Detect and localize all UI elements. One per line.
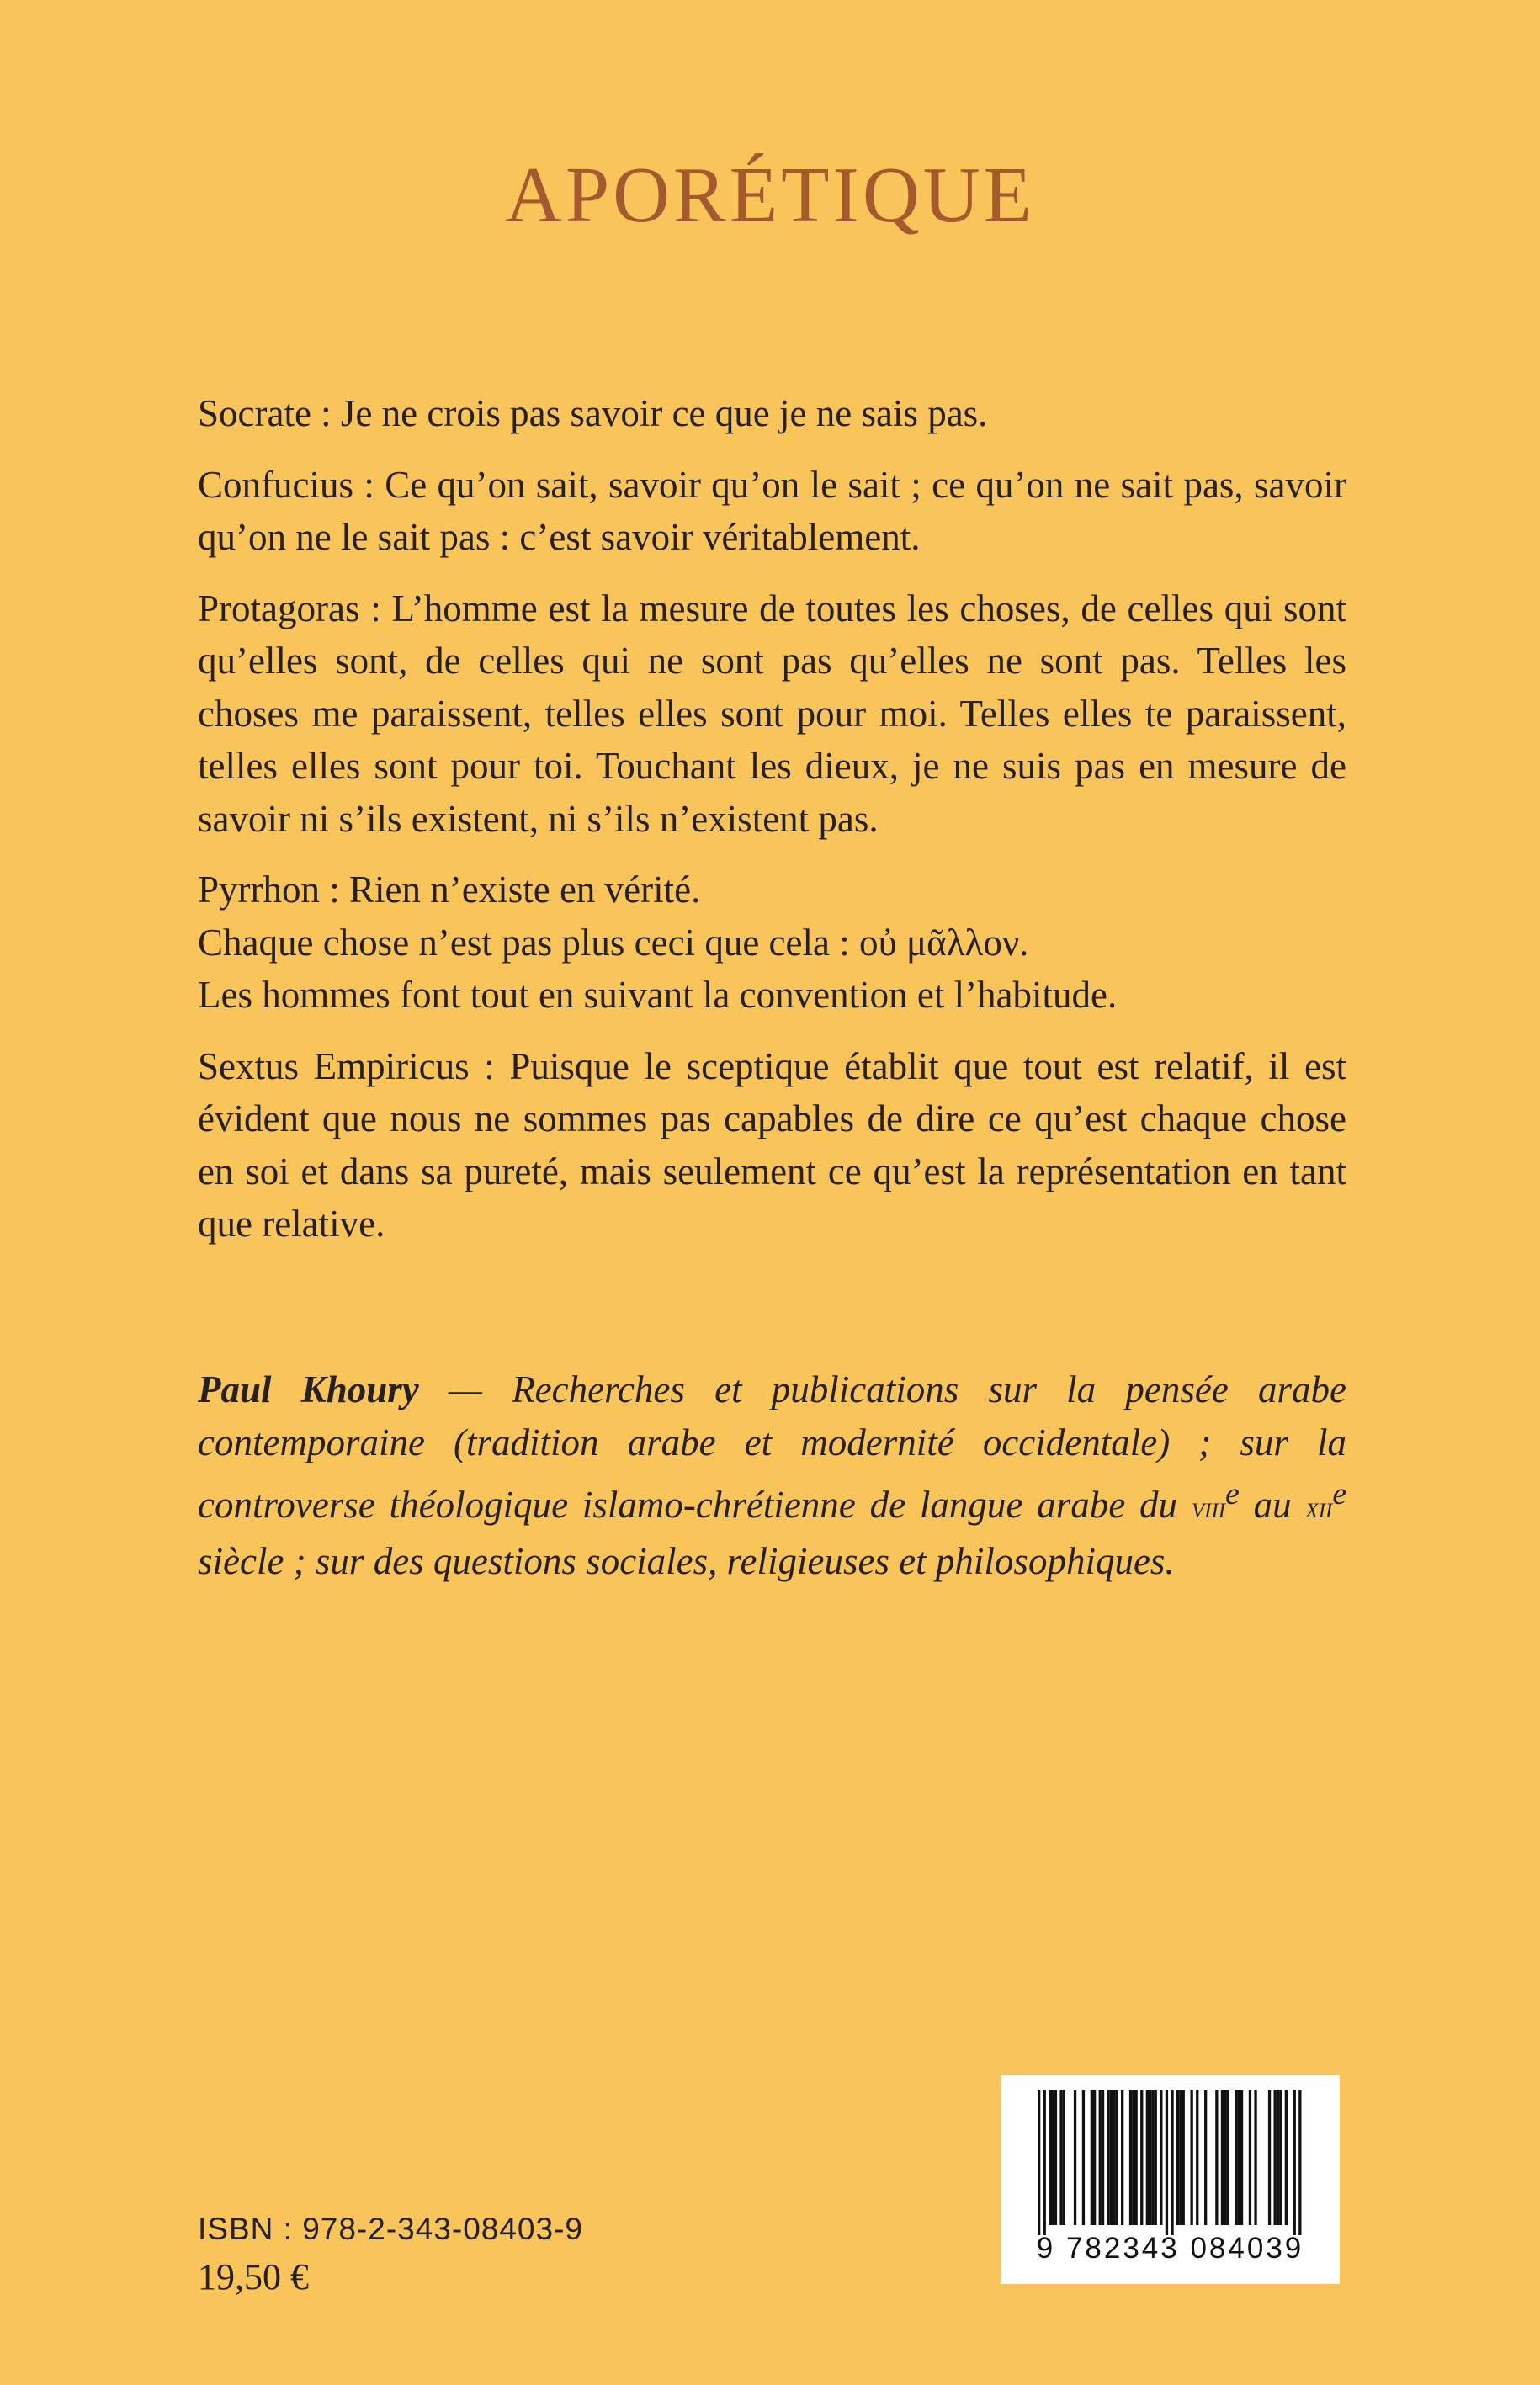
barcode [1001, 2075, 1340, 2284]
barcode-bar [1140, 2090, 1143, 2225]
barcode-bar [1155, 2090, 1157, 2225]
barcode-bar [1176, 2090, 1179, 2225]
isbn: ISBN : 978-2-343-08403-9 [198, 2212, 583, 2246]
barcode-bar [1102, 2090, 1104, 2225]
barcode-bar [1235, 2090, 1237, 2225]
barcode-bar [1110, 2090, 1113, 2225]
barcode-bar [1191, 2090, 1193, 2225]
barcode-bar [1196, 2090, 1198, 2225]
barcode-bar [1238, 2090, 1240, 2225]
barcode-bar [1107, 2090, 1110, 2225]
quote-socrate [198, 387, 1346, 440]
barcode-bar [1182, 2090, 1185, 2225]
author-name: Paul Khoury [198, 1368, 419, 1410]
barcode-bar [1293, 2090, 1296, 2235]
barcode-bar [1132, 2090, 1134, 2225]
barcode-bar [1146, 2090, 1149, 2225]
quotes-section [198, 387, 1346, 1269]
author-bio [198, 1363, 1346, 1587]
barcode-bar [1268, 2090, 1271, 2225]
century-xii: xii [1305, 1491, 1333, 1524]
barcode-bar [1115, 2090, 1118, 2225]
barcode-bar [1129, 2090, 1132, 2225]
barcode-bar [1082, 2090, 1085, 2225]
barcode-bar [1298, 2090, 1301, 2235]
barcode-bar [1049, 2090, 1051, 2225]
barcode-bar [1121, 2090, 1123, 2225]
barcode-bar [1091, 2090, 1093, 2225]
barcode-bar [1113, 2090, 1115, 2225]
quote-line: Chaque chose n’est pas plus ceci que cela : οὐ μᾶλλον. [198, 921, 1029, 964]
book-title: APORÉTIQUE [504, 151, 1036, 239]
barcode-bar [1054, 2090, 1057, 2225]
barcode-bar [1274, 2090, 1277, 2225]
barcode-bar [1254, 2090, 1256, 2225]
barcode-bar [1151, 2090, 1154, 2225]
barcode-bar [1277, 2090, 1279, 2225]
century-viii: viii [1191, 1491, 1226, 1524]
quote-confucius: Confucius : Ce qu’on sait, savoir qu’on le sait ; ce qu’on ne sait pas, savoir qu’on ne le sait pas : c’est savoir véritablement. [198, 463, 1346, 558]
barcode-bar [1226, 2090, 1229, 2225]
quote-line: Socrate : Je ne crois pas savoir ce que je ne sais pas. [198, 392, 988, 434]
barcode-bar [1093, 2090, 1096, 2225]
barcode-bar [1240, 2090, 1243, 2225]
barcode-bar [1038, 2090, 1040, 2235]
barcode-bar [1171, 2090, 1173, 2235]
bio-text: siècle ; sur des questions sociales, religieuses et philosophiques. [198, 1539, 1175, 1582]
barcode-bar [1043, 2090, 1046, 2235]
barcode-bars [1001, 2075, 1340, 2235]
barcode-bar [1249, 2090, 1251, 2225]
barcode-bar [1224, 2090, 1226, 2225]
superscript-e: e [1332, 1477, 1346, 1511]
barcode-bar [1074, 2090, 1076, 2225]
barcode-bar [1135, 2090, 1138, 2225]
bio-text: au [1239, 1484, 1306, 1526]
superscript-e: e [1225, 1477, 1240, 1511]
barcode-bar [1063, 2090, 1065, 2225]
bio-text: — Recherches et publications sur la pensée arabe contemporaine (tradition arabe et modernité occidentale) ; sur la controverse théologique islamo-chrétienne de langue arabe du [198, 1368, 1346, 1526]
quote-protagoras: Protagoras : L’homme est la mesure de toutes les choses, de celles qui sont qu’elles sont, de celles qui ne sont pas qu’elles ne sont pas. Telles les choses me paraissent, telles elles sont pour moi. Telles elles te paraissent, telles elles sont pour toi. Touchant les dieux, je ne suis pas en mesure de savoir ni s’ils existent, ni s’ils n’existent pas. [198, 587, 1346, 840]
barcode-bar [1215, 2090, 1218, 2225]
quote-line: Les hommes font tout en suivant la convention et l’habitude. [198, 974, 1118, 1016]
barcode-bar [1279, 2090, 1282, 2225]
barcode-bar [1160, 2090, 1162, 2225]
barcode-digits: 9 782343 084039 [1036, 2232, 1304, 2265]
quote-pyrrhon [198, 863, 1346, 1022]
quote-sextus-empiricus: Sextus Empiricus : Puisque le sceptique établit que tout est relatif, il est évident que nous ne sommes pas capables de dire ce qu’est chaque chose en soi et dans sa pureté, mais seulement ce qu’est la représentation en tant que relative. [198, 1044, 1346, 1245]
barcode-bar [1179, 2090, 1182, 2225]
barcode-bar [1285, 2090, 1288, 2225]
barcode-bar [1099, 2090, 1102, 2225]
price: 19,50 € [198, 2256, 309, 2297]
barcode-bar [1149, 2090, 1151, 2225]
quote-line: Pyrrhon : Rien n’existe en vérité. [198, 868, 701, 911]
barcode-bar [1166, 2090, 1168, 2235]
barcode-bar [1059, 2090, 1062, 2225]
barcode-bar [1221, 2090, 1224, 2225]
barcode-bar [1052, 2090, 1054, 2225]
barcode-bar [1204, 2090, 1207, 2225]
